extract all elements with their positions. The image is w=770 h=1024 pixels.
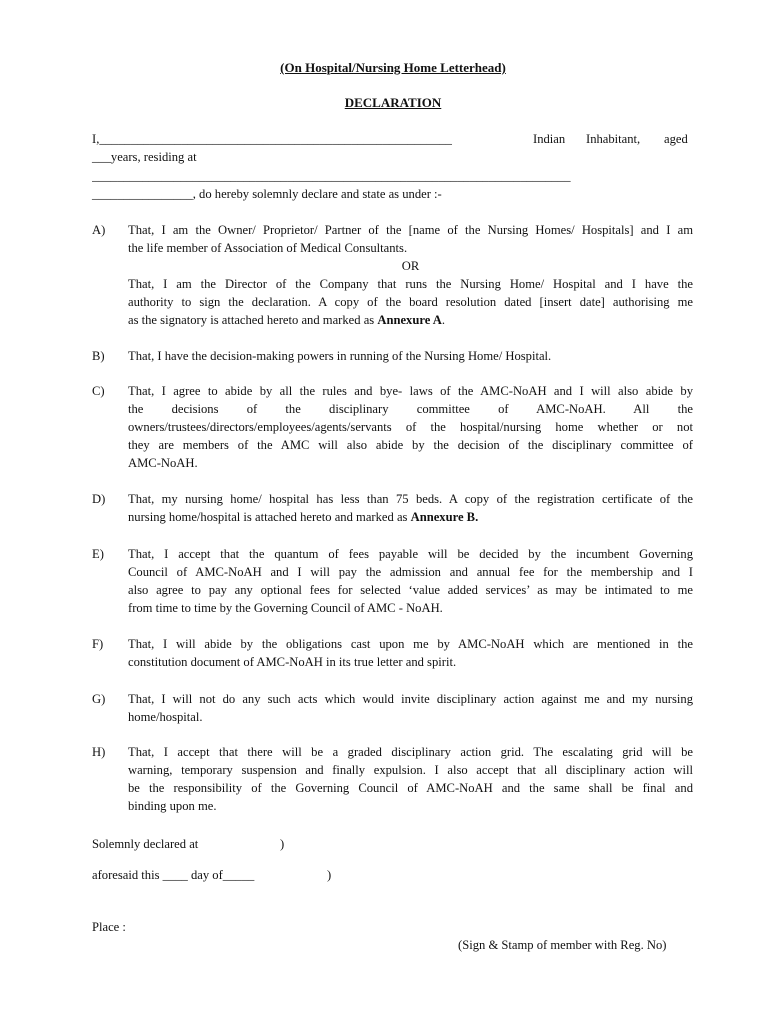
clause-line: That, I will abide by the obligations cast upon me by AMC-NoAH which are mentioned in the (128, 637, 693, 651)
aforesaid-label: aforesaid this ____ day of_____ (92, 868, 255, 882)
bracket: ) (327, 868, 332, 882)
clause-b (92, 347, 693, 365)
clause-line: constitution document of AMC-NoAH in its true letter and spirit. (128, 655, 457, 669)
intro-inhabitant: Inhabitant, (586, 132, 641, 146)
clause-line: also agree to pay any optional fees for selected ‘value added services’ as may be intimated to me (128, 583, 693, 597)
intro-declare-line: ________________, do hereby solemnly declare and state as under :- (92, 187, 442, 201)
clause-label: C) (92, 384, 105, 398)
clause-line: the decisions of the disciplinary committee of AMC-NoAH. All the (128, 402, 693, 416)
annexure-a-label: Annexure A (377, 313, 442, 327)
clause-line: authority to sign the declaration. A copy of the board resolution dated [insert date] authorising me (128, 295, 693, 309)
clause-line: That, I will not do any such acts which would invite disciplinary action against me and my nursing (128, 692, 693, 706)
clause-label: H) (92, 745, 106, 759)
clause-line: warning, temporary suspension and finally expulsion. I also accept that all disciplinary action will (128, 763, 693, 777)
clause-a (92, 221, 693, 329)
intro-name-blank: I,________________________________________________________ (92, 132, 452, 146)
clause-h (92, 743, 693, 815)
clause-line: That, I accept that there will be a graded disciplinary action grid. The escalating grid will be (128, 745, 693, 759)
page-title: DECLARATION (344, 95, 442, 110)
clause-line: the life member of Association of Medical Consultants. (128, 241, 408, 255)
clause-line: be the responsibility of the Governing Council of AMC-NoAH and the same shall be final and (128, 781, 693, 795)
clause-label: E) (92, 547, 104, 561)
clause-line: That, I am the Director of the Company that runs the Nursing Home/ Hospital and I have the (128, 277, 693, 291)
clause-line: Council of AMC-NoAH and I will pay the admission and annual fee for the membership and I (128, 565, 693, 579)
clause-line: they are members of the AMC will also abide by the decision of the disciplinary committee of (128, 438, 693, 452)
clause-g (92, 690, 693, 726)
clause-c (92, 382, 693, 472)
clause-label: D) (92, 492, 106, 506)
clause-line: That, my nursing home/ hospital has less than 75 beds. A copy of the registration certificate of the (128, 492, 693, 506)
solemnly-declared-label: Solemnly declared at (92, 837, 199, 851)
clause-line: from time to time by the Governing Council of AMC - NoAH. (128, 601, 443, 615)
bracket: ) (280, 837, 285, 851)
clause-text: . (441, 313, 445, 327)
letterhead-note: (On Hospital/Nursing Home Letterhead) (280, 60, 506, 75)
place-label: Place : (92, 920, 126, 934)
intro-aged: aged (664, 132, 688, 146)
clause-line: home/hospital. (128, 710, 203, 724)
clause-line: owners/trustees/directors/employees/agents/servants of the hospital/nursing home whether or not (128, 420, 693, 434)
clause-label: B) (92, 349, 105, 363)
clause-text: nursing home/hospital is attached hereto and marked as (128, 510, 411, 524)
sign-stamp-label: (Sign & Stamp of member with Reg. No) (458, 938, 667, 952)
clause-line: AMC-NoAH. (128, 456, 198, 470)
clause-d (92, 490, 693, 526)
clause-text: as the signatory is attached hereto and marked as (128, 313, 378, 327)
clause-label: F) (92, 637, 104, 651)
clause-line (128, 311, 693, 329)
clause-line: That, I agree to abide by all the rules and bye- laws of the AMC-NoAH and I will also abide by (128, 384, 693, 398)
intro-address-blank: ____________________________________________________________________________ (92, 169, 571, 183)
clause-line: binding upon me. (128, 799, 217, 813)
clause-line: That, I accept that the quantum of fees payable will be decided by the incumbent Governing (128, 547, 693, 561)
annexure-b-label: Annexure B. (410, 510, 479, 524)
clause-line (128, 508, 693, 526)
clause-f (92, 635, 693, 671)
clause-line: That, I have the decision-making powers in running of the Nursing Home/ Hospital. (128, 349, 552, 363)
clause-line: That, I am the Owner/ Proprietor/ Partner of the [name of the Nursing Homes/ Hospitals] and I am (128, 223, 693, 237)
clause-label: A) (92, 223, 106, 237)
clause-e (92, 545, 693, 617)
intro-indian: Indian (533, 132, 566, 146)
or-separator: OR (401, 259, 420, 273)
clause-label: G) (92, 692, 106, 706)
intro-years-residing: ___years, residing at (92, 150, 197, 164)
